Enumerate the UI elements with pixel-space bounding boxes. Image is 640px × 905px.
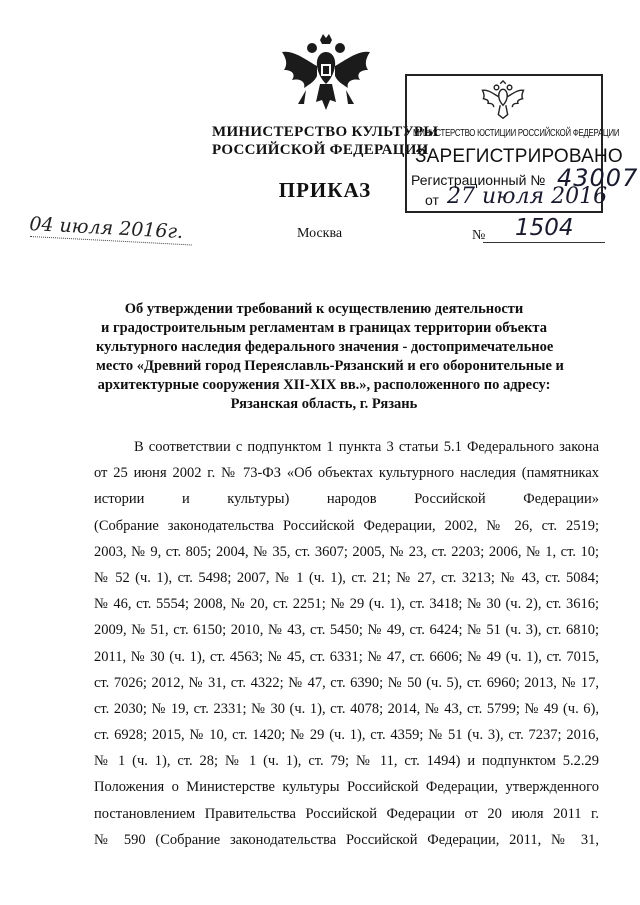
ministry-name-line2: РОССИЙСКОЙ ФЕДЕРАЦИИ [212, 142, 429, 158]
coat-of-arms-icon [276, 30, 376, 120]
body-line: 2009, № 51, ст. 6150; 2010, № 43, ст. 5450; № 49, ст. 6424; № 51 (ч. 3), ст. 6810; [94, 622, 599, 639]
stamp-reg-number-label: Регистрационный № [411, 172, 546, 188]
stamp-emblem-icon [479, 80, 527, 122]
ministry-name-line1: МИНИСТЕРСТВО КУЛЬТУРЫ [212, 124, 439, 140]
body-line: № 1 (ч. 1), ст. 28; № 1 (ч. 1), ст. 79; № 11, ст. 1494) и подпунктом 5.2.29 [94, 753, 599, 770]
title-line: архитектурные сооружения XII-XIX вв.», расположенного по адресу: [97, 377, 551, 393]
body-line: (Собрание законодательства Российской Федерации, 2002, № 26, ст. 2519; [94, 517, 599, 534]
body-line: ст. 6928; 2015, № 10, ст. 1420; № 29 (ч. 1), ст. 4359; № 51 (ч. 3), ст. 7237; 2016, [94, 727, 599, 744]
handwritten-date: 04 июля 2016г. [28, 213, 184, 244]
order-number-value: 1504 [515, 215, 574, 241]
order-body [94, 434, 599, 853]
stamp-registered-label: ЗАРЕГИСТРИРОВАНО [415, 146, 623, 167]
title-line: Об утверждении требований к осуществлению деятельности [124, 301, 524, 317]
body-line: постановлением Правительства Российской Федерации от 20 июля 2011 г. [94, 805, 599, 822]
body-line: от 25 июня 2002 г. № 73-ФЗ «Об объектах культурного наследия (памятниках [94, 465, 599, 482]
stamp-date-value: 27 июля 2016 [447, 184, 608, 209]
title-line: место «Древний город Переяславль-Рязанский и его оборонительные и [96, 358, 564, 374]
stamp-date-label: от [425, 192, 439, 208]
title-line: культурного наследия федерального значения - достопримечательное [96, 339, 554, 355]
order-number-label: № [472, 228, 486, 243]
registration-stamp [405, 74, 639, 213]
stamp-reg-number-value: 43007 [557, 164, 639, 192]
body-line: № 590 (Собрание законодательства Российской Федерации, 2011, № 31, [94, 831, 599, 848]
document-type-heading: ПРИКАЗ [278, 178, 372, 202]
order-title [96, 300, 564, 414]
body-line: 2011, № 30 (ч. 1), ст. 4563; № 45, ст. 6331; № 47, ст. 6606; № 49 (ч. 1), ст. 7015, [94, 648, 599, 665]
body-line: № 52 (ч. 1), ст. 5498; 2007, № 1 (ч. 1), ст. 21; № 27, ст. 3213; № 43, ст. 5084; [94, 569, 599, 586]
order-number-underline [483, 242, 605, 243]
body-line: В соответствии с подпунктом 1 пункта 3 статьи 5.1 Федерального закона [134, 439, 599, 455]
stamp-ministry-name: МИНИСТЕРСТВО ЮСТИЦИИ РОССИЙСКОЙ ФЕДЕРАЦИИ [413, 128, 620, 139]
city-label: Москва [297, 226, 343, 241]
body-line: истории и культуры) народов Российской Федерации» [94, 491, 599, 508]
body-line: № 46, ст. 5554; 2008, № 20, ст. 2251; № 29 (ч. 1), ст. 3418; № 30 (ч. 2), ст. 3616; [94, 596, 599, 613]
body-line: 2003, № 9, ст. 805; 2004, № 35, ст. 3607; 2005, № 23, ст. 2203; 2006, № 1, ст. 10; [94, 543, 599, 560]
body-line: ст. 7026; 2012, № 31, ст. 4322; № 47, ст. 6390; № 50 (ч. 5), ст. 6960; 2013, № 17, [94, 674, 599, 691]
body-line: ст. 2030; № 19, ст. 2331; № 30 (ч. 1), ст. 4078; 2014, № 43, ст. 5799; № 49 (ч. 6), [94, 700, 599, 717]
body-line: Положения о Министерстве культуры Российской Федерации, утвержденного [94, 779, 599, 796]
title-line: и градостроительным регламентам в границах территории объекта [101, 320, 547, 336]
title-line: Рязанская область, г. Рязань [230, 396, 418, 412]
